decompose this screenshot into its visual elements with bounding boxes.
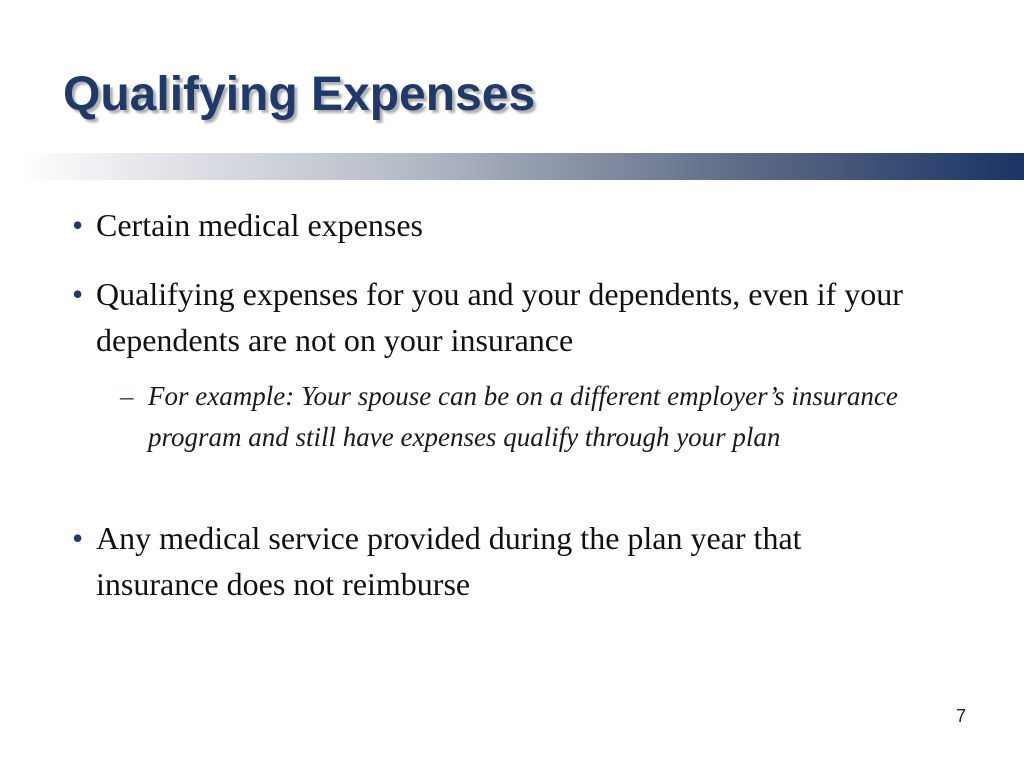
bullet-item	[72, 515, 932, 607]
bullet-marker: •	[72, 276, 84, 312]
slide-title: Qualifying Expenses	[63, 68, 536, 121]
bullet-marker: •	[72, 520, 84, 556]
title-underline-bar	[18, 153, 1024, 180]
bullet-item	[72, 202, 932, 248]
bullet-text: Any medical service provided during the plan year that insurance does not reimburse	[96, 520, 802, 602]
sub-bullet-marker: –	[120, 381, 134, 411]
sub-bullet-text: For example: Your spouse can be on a different employer’s insurance program and still have expenses qualify through your plan	[148, 381, 898, 452]
bullet-text: Qualifying expenses for you and your dependents, even if your dependents are not on your insurance	[96, 276, 903, 358]
bullet-text: Certain medical expenses	[96, 207, 423, 243]
bullet-marker: •	[72, 207, 84, 243]
sub-bullet-item	[120, 376, 900, 458]
bullet-item	[72, 271, 932, 363]
page-number: 7	[955, 706, 966, 726]
